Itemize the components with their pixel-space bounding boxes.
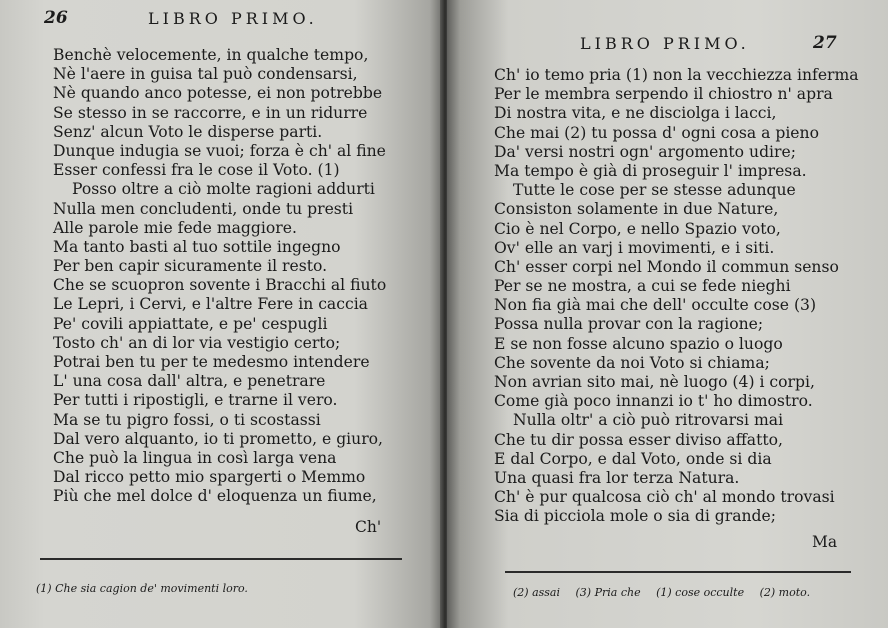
verse-line: Senz' alcun Voto le disperse parti.: [53, 122, 323, 141]
right-page: [447, 0, 888, 628]
footnote: (2) assai: [513, 586, 561, 599]
verse-line: Ma tanto basti al tuo sottile ingegno: [53, 237, 341, 256]
verse-line: Tutte le cose per se stesse adunque: [513, 181, 796, 200]
footnote: (1) Che sia cagion de' movimenti loro.: [36, 582, 248, 595]
page-number-left: 26: [44, 8, 68, 28]
footnote: (2) moto.: [759, 586, 811, 599]
running-head-left: LIBRO PRIMO.: [148, 9, 318, 28]
verse-line: Per ben capir sicuramente il resto.: [53, 257, 328, 276]
verse-line: Che mai (2) tu possa d' ogni cosa a pieno: [494, 123, 819, 142]
footnote: (3) Pria che: [575, 586, 641, 599]
footnote: (1) cose occulte: [656, 586, 745, 599]
verse-line: Ch' esser corpi nel Mondo il commun senso: [494, 257, 839, 276]
verse-line: Nulla oltr' a ciò può ritrovarsi mai: [513, 411, 784, 430]
verse-line: Le Lepri, i Cervi, e l'altre Fere in caccia: [53, 295, 368, 314]
verse-line: Alle parole mie fede maggiore.: [53, 218, 297, 237]
footnote-rule-right: [505, 571, 851, 573]
verse-line: Che tu dir possa esser diviso affatto,: [494, 430, 783, 449]
verse-line: Pe' covili appiattate, e pe' cespugli: [53, 314, 328, 333]
verse-line: Esser confessi fra le cose il Voto. (1): [53, 161, 340, 180]
verse-line: Cio è nel Corpo, e nello Spazio voto,: [494, 219, 781, 238]
verse-line: Per tutti i ripostigli, e trarne il vero.: [53, 391, 338, 410]
verse-line: Più che mel dolce d' eloquenza un fiume,: [53, 487, 377, 506]
page-number-right: 27: [813, 33, 837, 53]
footnotes-left: [36, 582, 260, 595]
verse-block-left: [53, 46, 386, 507]
verse-line: E se non fosse alcuno spazio o luogo: [494, 334, 783, 353]
verse-line: Non fia già mai che dell' occulte cose (3): [494, 296, 817, 315]
verse-line: Dal ricco petto mio spargerti o Memmo: [53, 468, 366, 487]
verse-line: Ma tempo è già di proseguir l' impresa.: [494, 161, 807, 180]
footnote-rule-left: [40, 558, 402, 560]
catchword-left: Ch': [355, 518, 382, 536]
verse-line: Posso oltre a ciò molte ragioni addurti: [72, 180, 375, 199]
verse-line: Potrai ben tu per te medesmo intendere: [53, 353, 370, 371]
verse-line: Dunque indugia se vuoi; forza è ch' al fine: [53, 141, 386, 160]
catchword-right: Ma: [812, 533, 838, 551]
verse-line: Che se scuopron sovente i Bracchi al fiuto: [53, 276, 387, 295]
verse-line: Una quasi fra lor terza Natura.: [494, 468, 740, 487]
verse-line: Come già poco innanzi io t' ho dimostro.: [494, 392, 813, 411]
verse-block-right: [494, 66, 859, 527]
verse-line: L' una cosa dall' altra, e penetrare: [53, 372, 326, 391]
verse-line: Nulla men concludenti, onde tu presti: [53, 199, 354, 218]
left-page: [0, 0, 443, 628]
verse-line: Ov' elle an varj i movimenti, e i siti.: [494, 238, 775, 257]
verse-line: Se stesso in se raccorre, e in un ridurre: [53, 103, 368, 122]
verse-line: Di nostra vita, e ne disciolga i lacci,: [494, 104, 777, 123]
verse-line: Da' versi nostri ogn' argomento udire;: [494, 142, 796, 161]
verse-line: Che può la lingua in così larga vena: [53, 448, 337, 467]
verse-line: Sia di picciola mole o sia di grande;: [494, 507, 777, 526]
verse-line: Per le membra serpendo il chiostro n' apra: [494, 85, 833, 104]
verse-line: Ch' è pur qualcosa ciò ch' al mondo trovasi: [494, 488, 835, 507]
verse-line: Che sovente da noi Voto si chiama;: [494, 353, 770, 372]
verse-line: Dal vero alquanto, io ti prometto, e giuro,: [53, 429, 384, 448]
verse-line: Nè l'aere in guisa tal può condensarsi,: [53, 65, 358, 84]
verse-line: Tosto ch' an di lor via vestigio certo;: [53, 333, 341, 352]
verse-line: Ma se tu pigro fossi, o ti scostassi: [53, 410, 321, 429]
footnotes-right: [513, 586, 822, 599]
running-head-right: LIBRO PRIMO.: [580, 34, 750, 53]
verse-line: Nè quando anco potesse, ei non potrebbe: [53, 84, 383, 103]
verse-line: Possa nulla provar con la ragione;: [494, 315, 764, 334]
verse-line: Non avrian sito mai, nè luogo (4) i corpi,: [494, 373, 815, 391]
verse-line: Per se ne mostra, a cui se fede nieghi: [494, 277, 791, 296]
verse-line: E dal Corpo, e dal Voto, onde si dia: [494, 449, 772, 468]
verse-line: Ch' io temo pria (1) non la vecchiezza inferma: [494, 66, 859, 84]
verse-line: Benchè velocemente, in qualche tempo,: [53, 46, 369, 64]
verse-line: Consiston solamente in due Nature,: [494, 200, 779, 219]
